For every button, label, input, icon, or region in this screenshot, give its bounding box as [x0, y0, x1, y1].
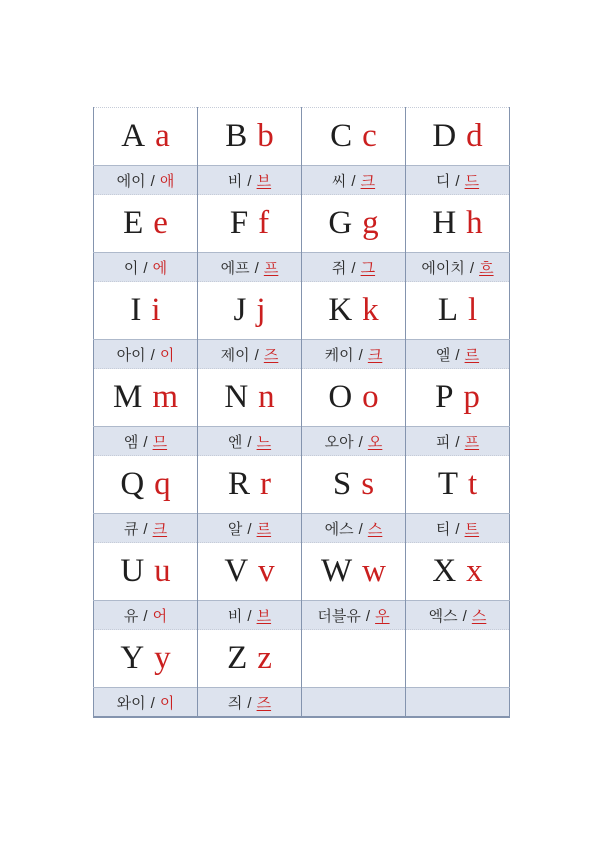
pronunciation-cell-j — [198, 340, 302, 369]
empty-letter-cell — [406, 630, 510, 688]
pronunciation-cell-a — [94, 166, 198, 195]
pronunciation-cell-b — [198, 166, 302, 195]
lowercase-letter: l — [468, 292, 478, 328]
slash-separator: / — [150, 172, 155, 190]
lowercase-letter: m — [152, 379, 178, 415]
pronunciation-cell-g — [302, 253, 406, 282]
korean-letter-name: 오아 — [324, 434, 354, 451]
uppercase-letter: U — [120, 553, 145, 589]
letter-row — [94, 108, 510, 166]
korean-letter-name: 더블유 — [317, 608, 361, 625]
lowercase-letter: p — [463, 379, 480, 415]
letter-row — [94, 195, 510, 253]
uppercase-letter: H — [432, 205, 457, 241]
lowercase-letter: v — [258, 553, 275, 589]
korean-letter-name: 제이 — [220, 347, 250, 364]
uppercase-letter: B — [225, 118, 248, 154]
pronunciation-cell-k — [302, 340, 406, 369]
pronunciation-row — [94, 427, 510, 456]
slash-separator: / — [254, 346, 259, 364]
uppercase-letter: X — [432, 553, 457, 589]
korean-letter-name: 디 — [435, 173, 451, 190]
letter-row — [94, 630, 510, 688]
slash-separator: / — [150, 694, 155, 712]
lowercase-letter: y — [154, 640, 171, 676]
korean-letter-sound: 어 — [152, 608, 168, 625]
pronunciation-cell-r — [198, 514, 302, 543]
slash-separator: / — [143, 607, 148, 625]
slash-separator: / — [365, 607, 371, 625]
pronunciation-row — [94, 514, 510, 543]
pronunciation-cell-y — [94, 688, 198, 718]
lowercase-letter: e — [153, 205, 168, 241]
korean-letter-name: 큐 — [123, 521, 139, 538]
uppercase-letter: I — [130, 292, 142, 328]
korean-letter-name: 에이 — [116, 173, 146, 190]
letter-cell-b — [198, 108, 302, 166]
korean-letter-sound: 브 — [256, 173, 272, 190]
letter-row — [94, 369, 510, 427]
pronunciation-row — [94, 166, 510, 195]
letter-cell-t — [406, 456, 510, 514]
korean-letter-sound: 오 — [367, 434, 383, 451]
korean-letter-sound: 드 — [464, 173, 480, 190]
letter-cell-q — [94, 456, 198, 514]
korean-letter-sound: 에 — [152, 260, 168, 277]
lowercase-letter: t — [468, 466, 478, 502]
pronunciation-row — [94, 688, 510, 718]
lowercase-letter: a — [155, 118, 170, 154]
korean-letter-sound: 이 — [159, 347, 175, 364]
korean-letter-sound: 그 — [360, 260, 376, 277]
korean-letter-sound: 크 — [367, 347, 383, 364]
pronunciation-cell-p — [406, 427, 510, 456]
korean-letter-name: 알 — [227, 521, 243, 538]
letter-cell-o — [302, 369, 406, 427]
pronunciation-cell-q — [94, 514, 198, 543]
korean-letter-sound: 스 — [367, 521, 383, 538]
uppercase-letter: T — [437, 466, 458, 502]
uppercase-letter: W — [321, 553, 353, 589]
uppercase-letter: J — [233, 292, 247, 328]
pronunciation-row — [94, 340, 510, 369]
korean-letter-name: 에이치 — [421, 260, 465, 277]
letter-cell-v — [198, 543, 302, 601]
empty-letter-cell — [302, 630, 406, 688]
slash-separator: / — [358, 346, 363, 364]
uppercase-letter: R — [227, 466, 250, 502]
letter-cell-s — [302, 456, 406, 514]
slash-separator: / — [469, 259, 475, 277]
slash-separator: / — [455, 172, 460, 190]
korean-letter-sound: 우 — [375, 608, 390, 625]
slash-separator: / — [247, 172, 252, 190]
pronunciation-cell-s — [302, 514, 406, 543]
lowercase-letter: g — [362, 205, 379, 241]
uppercase-letter: V — [224, 553, 249, 589]
lowercase-letter: w — [362, 553, 386, 589]
pronunciation-cell-m — [94, 427, 198, 456]
letter-cell-x — [406, 543, 510, 601]
letter-cell-a — [94, 108, 198, 166]
uppercase-letter: L — [437, 292, 458, 328]
korean-letter-sound: 애 — [159, 173, 175, 190]
slash-separator: / — [247, 433, 252, 451]
slash-separator: / — [143, 433, 148, 451]
uppercase-letter: M — [112, 379, 143, 415]
uppercase-letter: A — [121, 118, 146, 154]
pronunciation-cell-t — [406, 514, 510, 543]
uppercase-letter: P — [435, 379, 454, 415]
uppercase-letter: D — [432, 118, 457, 154]
lowercase-letter: o — [362, 379, 379, 415]
slash-separator: / — [455, 433, 460, 451]
lowercase-letter: b — [257, 118, 274, 154]
letter-cell-e — [94, 195, 198, 253]
letter-cell-m — [94, 369, 198, 427]
korean-letter-sound: 즈 — [256, 695, 272, 712]
letter-cell-z — [198, 630, 302, 688]
letter-row — [94, 282, 510, 340]
lowercase-letter: i — [151, 292, 161, 328]
lowercase-letter: s — [361, 466, 375, 502]
uppercase-letter: K — [328, 292, 353, 328]
slash-separator: / — [247, 520, 252, 538]
korean-letter-name: 즤 — [227, 695, 243, 712]
slash-separator: / — [455, 520, 460, 538]
korean-letter-name: 티 — [435, 521, 451, 538]
letter-cell-r — [198, 456, 302, 514]
lowercase-letter: n — [258, 379, 275, 415]
uppercase-letter: Y — [120, 640, 145, 676]
slash-separator: / — [143, 520, 148, 538]
korean-letter-sound: 이 — [159, 695, 175, 712]
uppercase-letter: S — [332, 466, 352, 502]
lowercase-letter: f — [258, 205, 270, 241]
korean-letter-name: 씨 — [331, 173, 347, 190]
pronunciation-cell-e — [94, 253, 198, 282]
lowercase-letter: x — [466, 553, 483, 589]
korean-letter-name: 비 — [227, 173, 243, 190]
lowercase-letter: r — [260, 466, 271, 502]
pronunciation-cell-f — [198, 253, 302, 282]
pronunciation-cell-n — [198, 427, 302, 456]
pronunciation-cell-i — [94, 340, 198, 369]
alphabet-chart-page — [93, 107, 510, 718]
letter-cell-f — [198, 195, 302, 253]
letter-cell-k — [302, 282, 406, 340]
letter-cell-n — [198, 369, 302, 427]
korean-letter-name: 피 — [435, 434, 451, 451]
korean-letter-sound: 크 — [360, 173, 376, 190]
slash-separator: / — [254, 259, 259, 277]
slash-separator: / — [455, 346, 460, 364]
korean-letter-sound: 즈 — [263, 347, 279, 364]
korean-letter-name: 와이 — [116, 695, 146, 712]
slash-separator: / — [143, 259, 148, 277]
slash-separator: / — [150, 346, 155, 364]
letter-cell-l — [406, 282, 510, 340]
letter-row — [94, 456, 510, 514]
letter-cell-d — [406, 108, 510, 166]
letter-cell-j — [198, 282, 302, 340]
lowercase-letter: d — [466, 118, 483, 154]
korean-letter-name: 엘 — [435, 347, 451, 364]
slash-separator: / — [351, 172, 356, 190]
lowercase-letter: u — [154, 553, 171, 589]
korean-letter-sound: 흐 — [479, 260, 494, 277]
empty-pronunciation-cell — [302, 688, 406, 718]
korean-letter-sound: 트 — [464, 521, 480, 538]
slash-separator: / — [351, 259, 356, 277]
uppercase-letter: N — [224, 379, 249, 415]
pronunciation-row — [94, 253, 510, 282]
letter-cell-h — [406, 195, 510, 253]
pronunciation-cell-c — [302, 166, 406, 195]
letter-cell-y — [94, 630, 198, 688]
alphabet-pronunciation-table — [93, 107, 510, 718]
lowercase-letter: j — [256, 292, 266, 328]
korean-letter-sound: 느 — [256, 434, 272, 451]
pronunciation-cell-w — [302, 601, 406, 630]
korean-letter-sound: 크 — [152, 521, 168, 538]
korean-letter-sound: 르 — [256, 521, 272, 538]
letter-row — [94, 543, 510, 601]
korean-letter-name: 비 — [227, 608, 243, 625]
korean-letter-name: 아이 — [116, 347, 146, 364]
korean-letter-name: 유 — [123, 608, 139, 625]
uppercase-letter: O — [328, 379, 353, 415]
uppercase-letter: Q — [120, 466, 145, 502]
korean-letter-name: 에스 — [324, 521, 354, 538]
pronunciation-row — [94, 601, 510, 630]
pronunciation-cell-o — [302, 427, 406, 456]
pronunciation-cell-z — [198, 688, 302, 718]
uppercase-letter: E — [123, 205, 144, 241]
slash-separator: / — [462, 607, 467, 625]
pronunciation-cell-h — [406, 253, 510, 282]
letter-cell-i — [94, 282, 198, 340]
korean-letter-name: 케이 — [324, 347, 354, 364]
pronunciation-cell-x — [406, 601, 510, 630]
pronunciation-cell-l — [406, 340, 510, 369]
pronunciation-cell-d — [406, 166, 510, 195]
korean-letter-sound: 프 — [263, 260, 279, 277]
slash-separator: / — [247, 694, 252, 712]
uppercase-letter: G — [328, 205, 353, 241]
korean-letter-sound: 므 — [152, 434, 168, 451]
letter-cell-w — [302, 543, 406, 601]
letter-cell-u — [94, 543, 198, 601]
lowercase-letter: c — [362, 118, 377, 154]
letter-cell-g — [302, 195, 406, 253]
letter-cell-p — [406, 369, 510, 427]
uppercase-letter: F — [229, 205, 249, 241]
korean-letter-sound: 스 — [471, 608, 487, 625]
lowercase-letter: k — [362, 292, 379, 328]
slash-separator: / — [247, 607, 252, 625]
korean-letter-sound: 프 — [464, 434, 480, 451]
korean-letter-sound: 브 — [256, 608, 272, 625]
uppercase-letter: Z — [227, 640, 248, 676]
lowercase-letter: q — [154, 466, 171, 502]
lowercase-letter: z — [257, 640, 272, 676]
slash-separator: / — [358, 433, 363, 451]
uppercase-letter: C — [330, 118, 353, 154]
korean-letter-sound: 르 — [464, 347, 480, 364]
korean-letter-name: 이 — [123, 260, 139, 277]
lowercase-letter: h — [466, 205, 483, 241]
korean-letter-name: 엠 — [123, 434, 139, 451]
korean-letter-name: 엔 — [227, 434, 243, 451]
slash-separator: / — [358, 520, 363, 538]
letter-cell-c — [302, 108, 406, 166]
empty-pronunciation-cell — [406, 688, 510, 718]
pronunciation-cell-v — [198, 601, 302, 630]
korean-letter-name: 에프 — [220, 260, 250, 277]
pronunciation-cell-u — [94, 601, 198, 630]
korean-letter-name: 쥐 — [331, 260, 347, 277]
korean-letter-name: 엑스 — [428, 608, 458, 625]
